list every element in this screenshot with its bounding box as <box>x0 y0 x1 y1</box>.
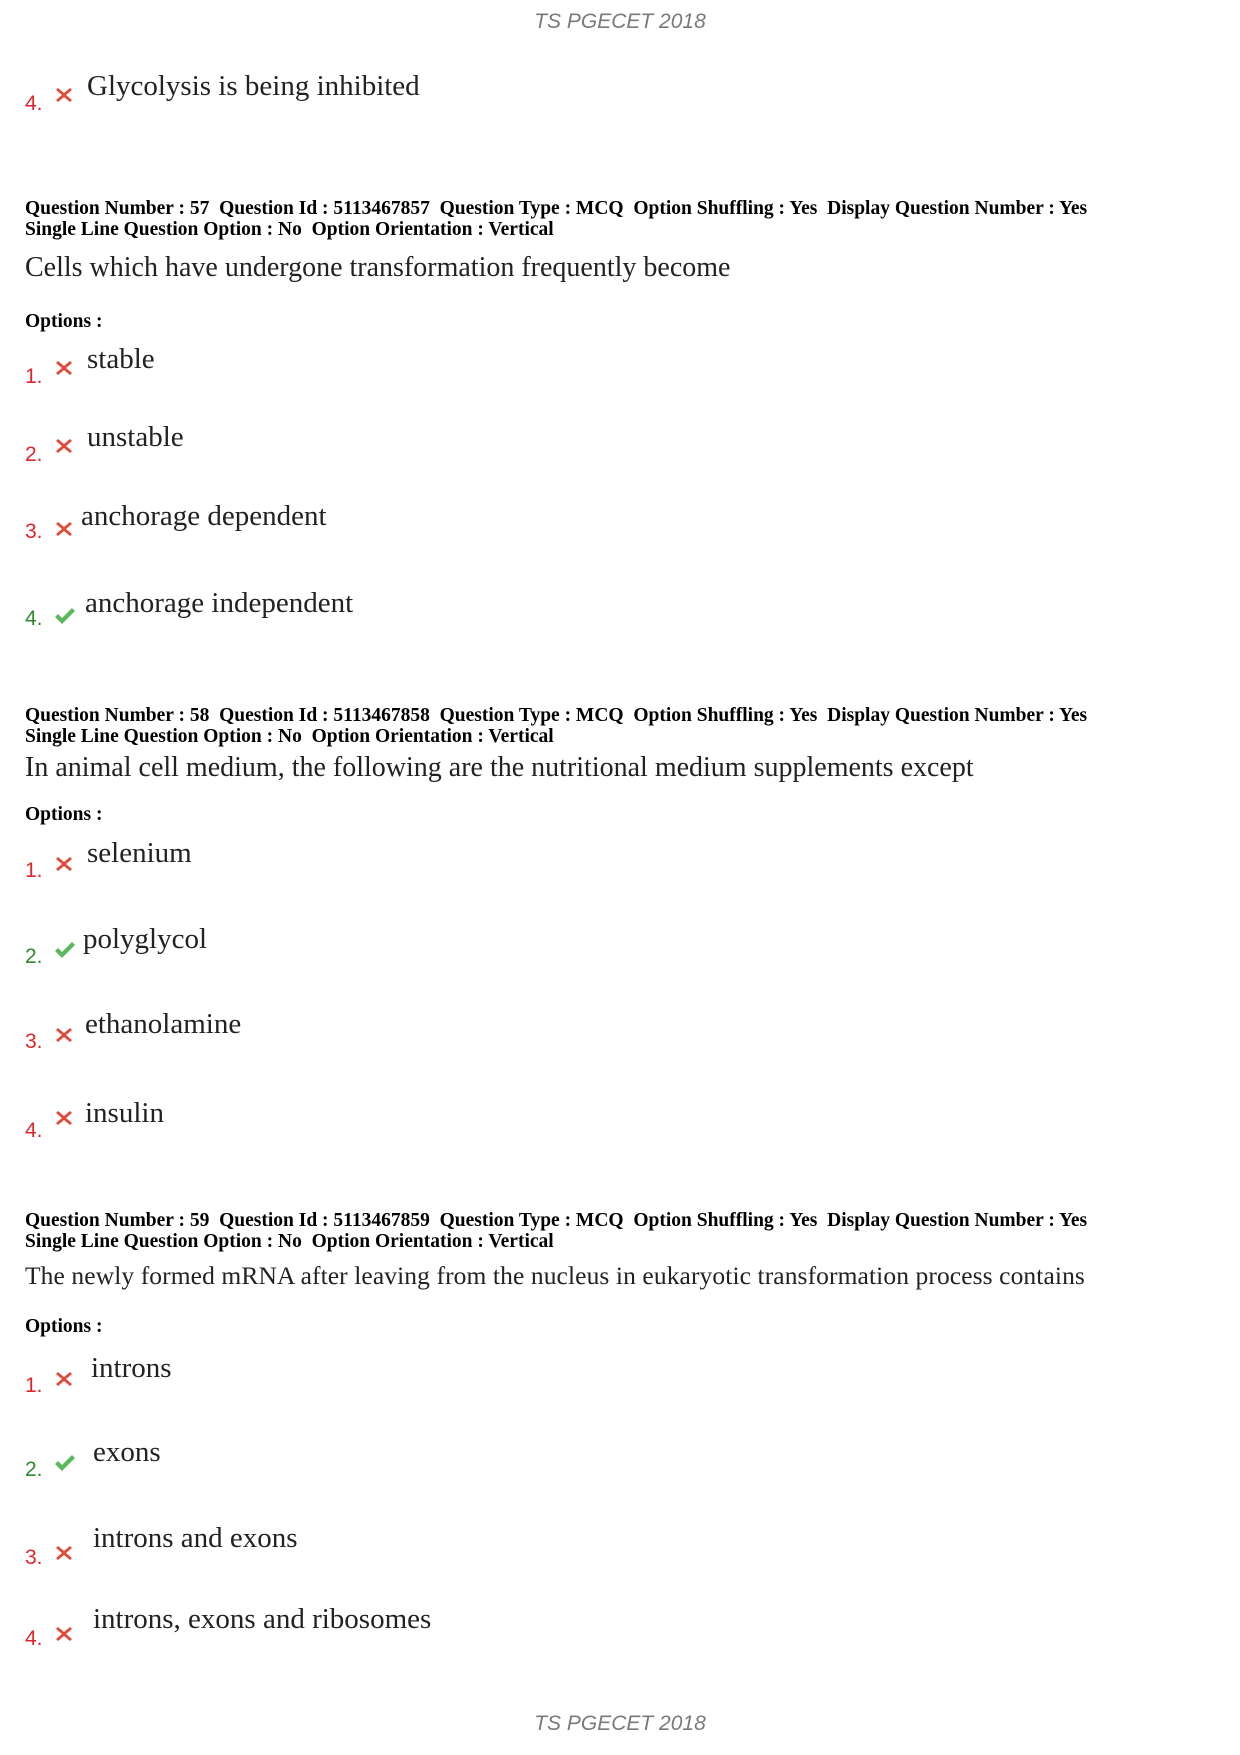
option-text: unstable <box>87 421 184 453</box>
cross-icon <box>53 853 75 875</box>
cross-icon <box>53 518 75 540</box>
check-icon <box>53 939 75 961</box>
option-text: insulin <box>85 1097 164 1129</box>
option-text: introns <box>91 1352 172 1384</box>
check-icon <box>53 605 75 627</box>
option-number: 4. <box>25 1627 43 1650</box>
question-meta-line1: Question Number : 57 Question Id : 5113467857 Question Type : MCQ Option Shuffling : Yes Display Question Number : Yes <box>25 198 1088 219</box>
option-text: ethanolamine <box>85 1008 242 1040</box>
option-number: 1. <box>25 1374 43 1397</box>
q58-option-4[interactable] <box>25 1097 925 1147</box>
option-number: 3. <box>25 1546 43 1569</box>
option-number: 1. <box>25 859 43 882</box>
question-57-text: Cells which have undergone transformation frequently become <box>25 252 731 283</box>
q57-option-2[interactable] <box>25 421 925 471</box>
option-number: 2. <box>25 443 43 466</box>
q58-option-3[interactable] <box>25 1008 925 1058</box>
option-text: anchorage dependent <box>81 500 327 532</box>
question-59-meta <box>25 1210 1215 1252</box>
question-58-text: In animal cell medium, the following are the nutritional medium supplements except <box>25 752 974 783</box>
option-number: 2. <box>25 1458 43 1481</box>
option-number: 4. <box>25 92 43 115</box>
question-meta-line2: Single Line Question Option : No Option Orientation : Vertical <box>25 219 554 240</box>
option-number: 4. <box>25 607 43 630</box>
cross-icon <box>53 1024 75 1046</box>
options-label: Options : <box>25 1316 103 1337</box>
option-text: introns and exons <box>93 1522 298 1554</box>
q57-option-3[interactable] <box>25 500 925 550</box>
q59-option-2[interactable] <box>25 1436 925 1486</box>
option-text: anchorage independent <box>85 587 354 619</box>
option-number: 2. <box>25 945 43 968</box>
cross-icon <box>53 1368 75 1390</box>
question-meta-line1: Question Number : 58 Question Id : 5113467858 Question Type : MCQ Option Shuffling : Yes Display Question Number : Yes <box>25 705 1088 726</box>
question-58-meta <box>25 705 1215 747</box>
question-meta-line1: Question Number : 59 Question Id : 5113467859 Question Type : MCQ Option Shuffling : Yes Display Question Number : Yes <box>25 1210 1088 1231</box>
q57-option-4[interactable] <box>25 587 925 637</box>
option-text: Glycolysis is being inhibited <box>87 70 420 102</box>
option-text: polyglycol <box>83 923 208 955</box>
cross-icon <box>53 435 75 457</box>
cross-icon <box>53 1623 75 1645</box>
option-text: exons <box>93 1436 161 1468</box>
question-57-meta <box>25 198 1215 240</box>
prev-option-4 <box>25 70 925 120</box>
options-label: Options : <box>25 804 103 825</box>
q58-option-2[interactable] <box>25 923 925 973</box>
cross-icon <box>53 84 75 106</box>
q59-option-3[interactable] <box>25 1522 925 1572</box>
q59-option-4[interactable] <box>25 1603 925 1653</box>
page-header: TS PGECET 2018 <box>534 10 706 33</box>
option-text: introns, exons and ribosomes <box>93 1603 432 1635</box>
option-number: 3. <box>25 1030 43 1053</box>
option-number: 4. <box>25 1119 43 1142</box>
option-text: stable <box>87 343 155 375</box>
option-number: 3. <box>25 520 43 543</box>
page-footer: TS PGECET 2018 <box>534 1712 706 1735</box>
cross-icon <box>53 1542 75 1564</box>
question-meta-line2: Single Line Question Option : No Option Orientation : Vertical <box>25 726 554 747</box>
options-label: Options : <box>25 311 103 332</box>
q59-option-1[interactable] <box>25 1352 925 1402</box>
q58-option-1[interactable] <box>25 837 925 887</box>
cross-icon <box>53 357 75 379</box>
question-59-text: The newly formed mRNA after leaving from the nucleus in eukaryotic transformation process contains <box>25 1261 1085 1290</box>
option-text: selenium <box>87 837 192 869</box>
option-number: 1. <box>25 365 43 388</box>
question-meta-line2: Single Line Question Option : No Option Orientation : Vertical <box>25 1231 554 1252</box>
q57-option-1[interactable] <box>25 343 925 393</box>
cross-icon <box>53 1107 75 1129</box>
check-icon <box>53 1452 75 1474</box>
